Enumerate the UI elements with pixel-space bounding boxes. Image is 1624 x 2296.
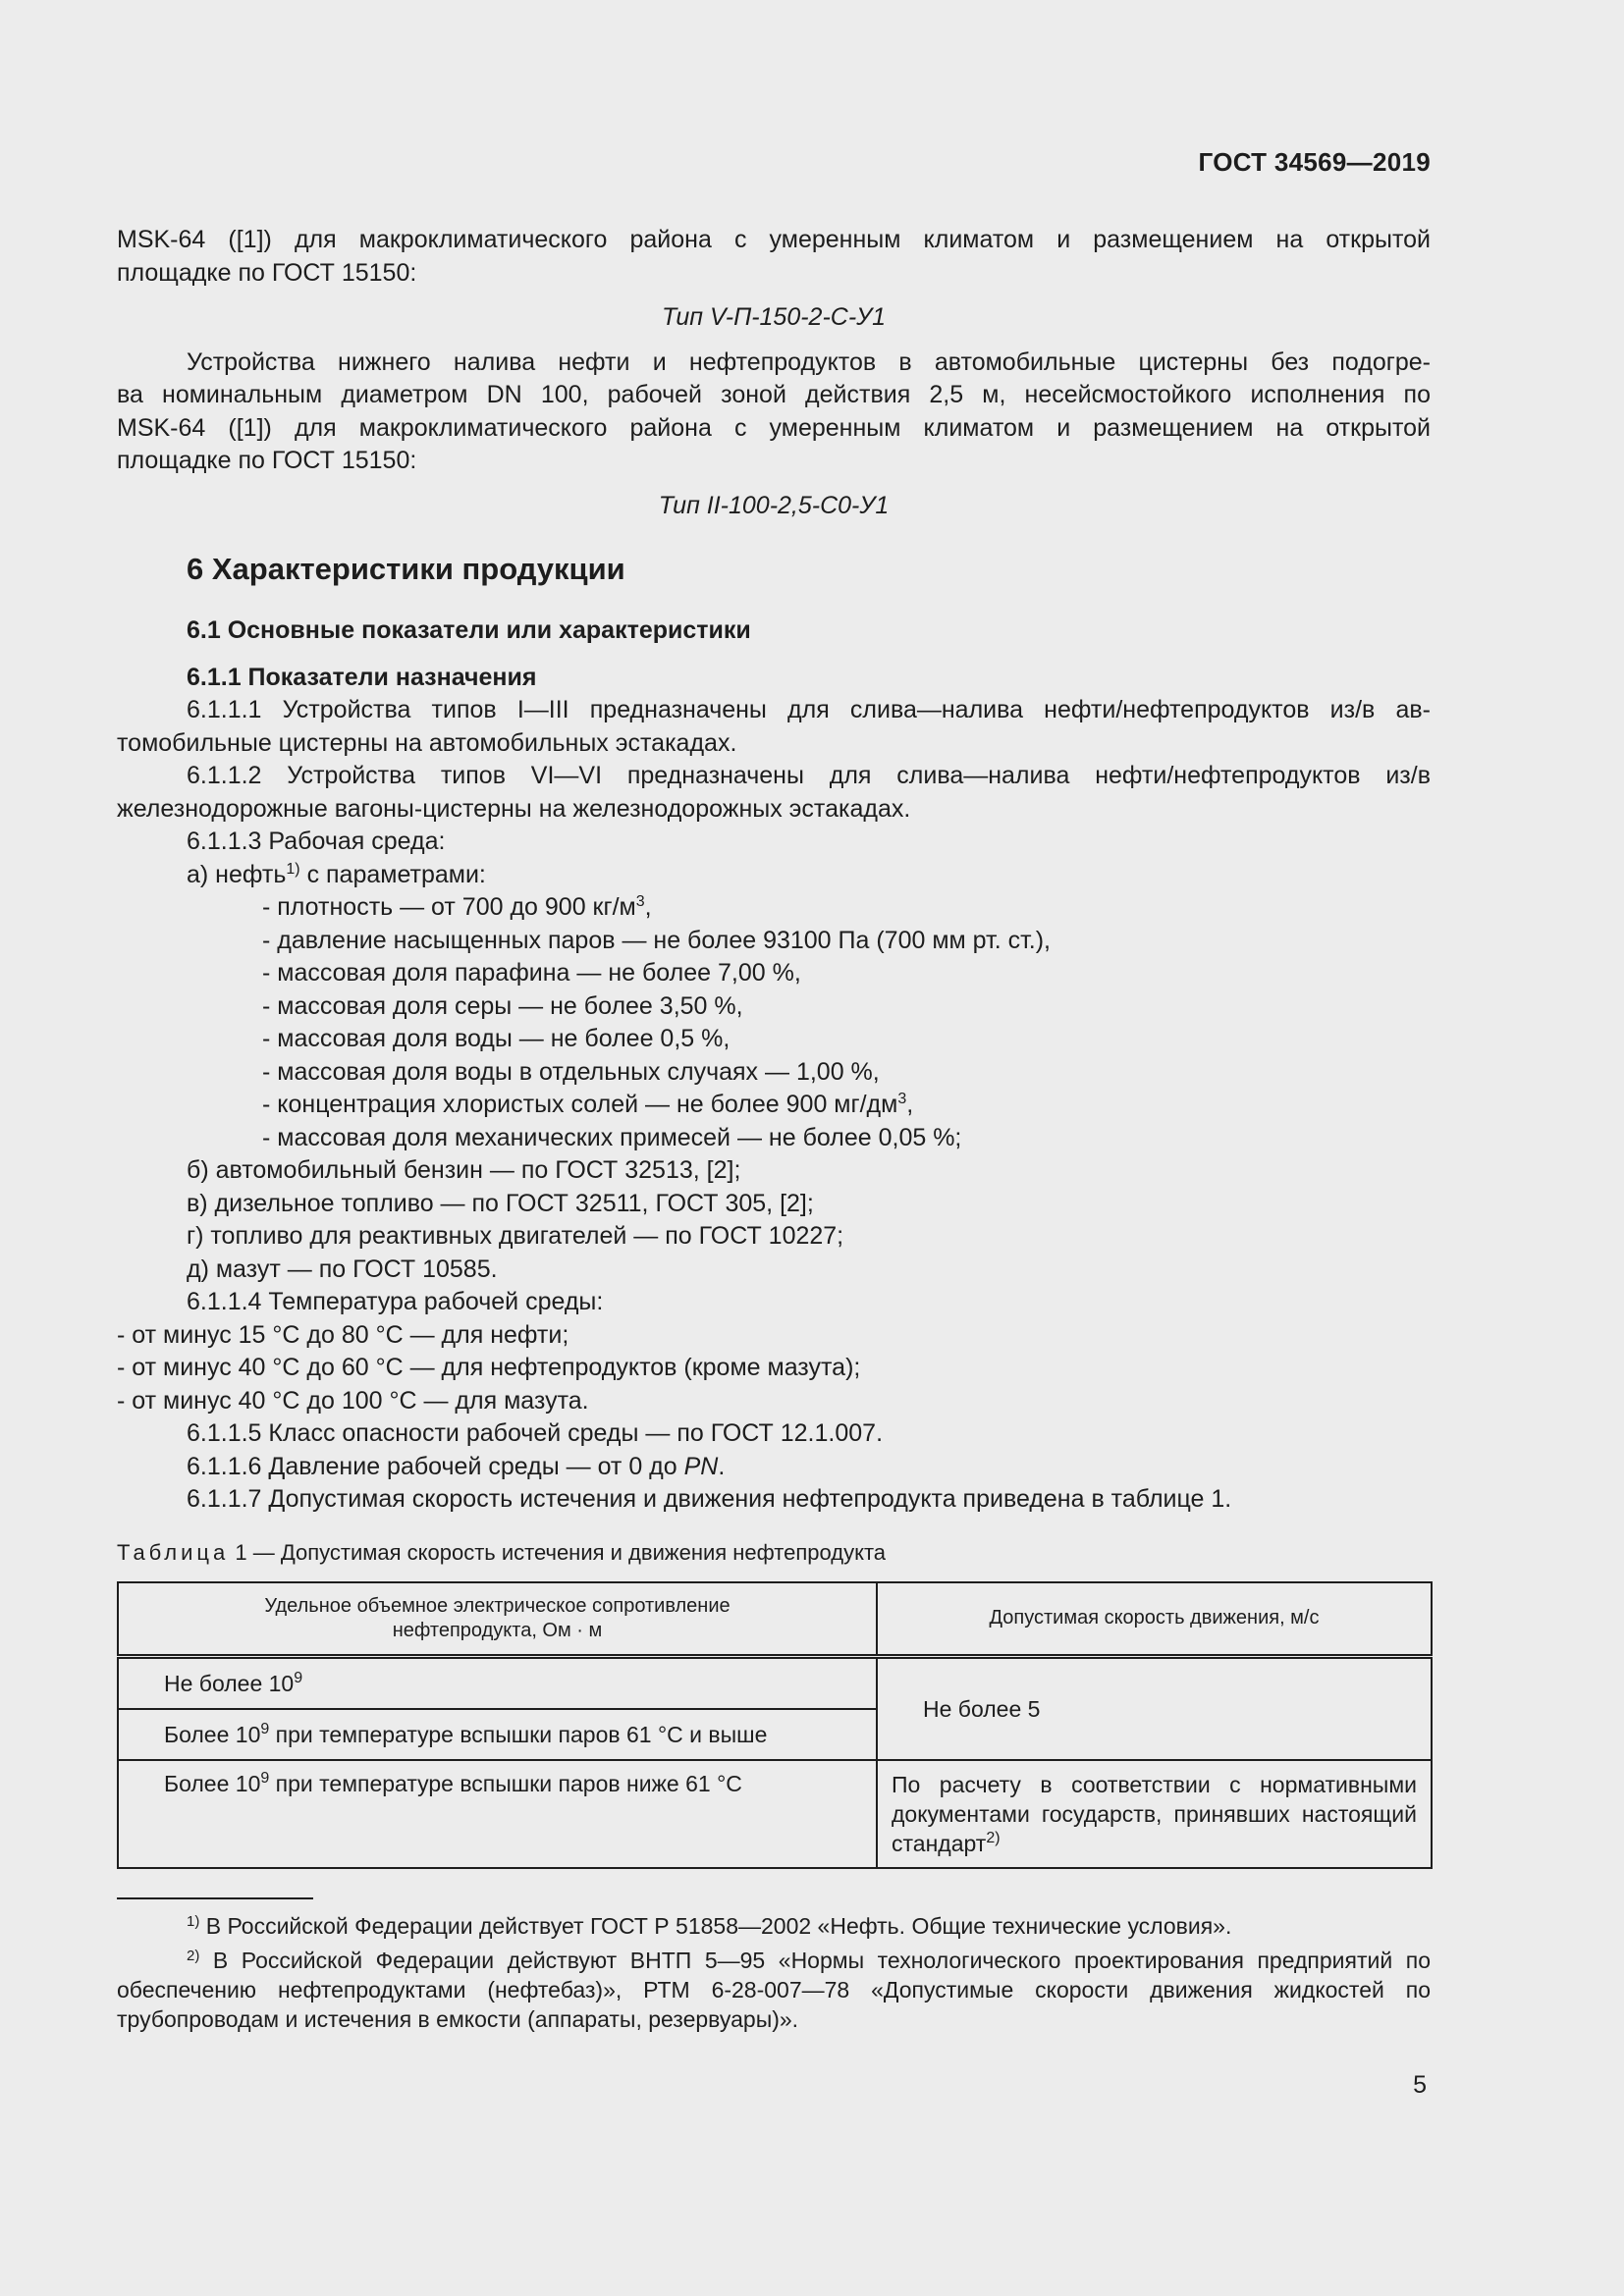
cell-text: Более 10 [164,1770,261,1796]
type-designation-2: Тип II-100-2,5-С0-У1 [658,491,890,519]
oil-parameter-text: - массовая доля серы — не более 3,50 %, [262,991,743,1020]
temp-range-oil: - от минус 15 °С до 80 °С — для нефти; [117,1320,569,1349]
table-cell-velocity: Не более 5 [877,1656,1432,1760]
header-line: нефтепродукта, Ом · м [392,1619,603,1641]
oil-parameter-text: - массовая доля парафина — не более 7,00 %, [262,959,801,987]
cell-text-tail: при температуре вспышки паров 61 °С и выше [269,1721,768,1747]
list-item-v: в) дизельное топливо — по ГОСТ 32511, ГОСТ 305, [2]; [187,1189,814,1217]
clause-6-1-1-6 [117,1451,1431,1484]
clause-6-1-1-2-cont: железнодорожные вагоны-цистерны на железнодорожных эстакадах. [117,794,911,823]
footnote-mark: 2) [187,1947,200,1964]
unit-exponent: 3 [635,893,645,910]
clause-6-1-1-6-text: 6.1.1.6 Давление рабочей среды — от 0 до [187,1452,684,1480]
cell-text-tail: при температуре вспышки паров ниже 61 °С [269,1770,742,1796]
list-item-a-tail: с параметрами: [299,860,486,888]
cell-text: По расчету в соответствии с нормативными документами государств, принявших настоящий стандарт [892,1771,1417,1856]
table-cell-velocity [877,1760,1432,1868]
oil-parameter-item [117,1056,1431,1090]
oil-parameter-text: - массовая доля механических примесей — не более 0,05 %; [262,1123,962,1151]
list-item-g: г) топливо для реактивных двигателей — по ГОСТ 10227; [187,1222,844,1250]
intro-p2-line: площадке по ГОСТ 15150: [117,447,417,474]
footnote-2 [117,1946,1431,2034]
exponent: 9 [294,1669,303,1686]
header-line: Удельное объемное электрическое сопротивление [264,1594,731,1617]
temp-range-products: - от минус 40 °С до 60 °С — для нефтепродуктов (кроме мазута); [117,1354,861,1381]
unit-exponent: 3 [897,1091,907,1107]
oil-parameter-text: - давление насыщенных паров — не более 93100 Па (700 мм рт. ст.), [262,926,1051,954]
section-6-1-1-heading: 6.1.1 Показатели назначения [187,663,537,691]
table-header-resistance [118,1582,877,1657]
list-item-d: д) мазут — по ГОСТ 10585. [187,1255,498,1283]
oil-parameter-item [117,925,1431,958]
table-1 [117,1581,1433,1869]
cell-text: Не более 10 [164,1670,295,1696]
oil-parameter-text: - плотность — от 700 до 900 кг/м [262,893,636,921]
temp-range-fuel-oil: - от минус 40 °С до 100 °С — для мазута. [117,1386,589,1415]
footnote-text: В Российской Федерации действуют ВНТП 5—95 «Нормы технологического проектирования предприятий по обеспечению нефтепродуктами (нефтебаз)», РТМ 6-28-007—78 «Допустимые скорости движения жидкостей по трубопроводам и истечения в емкости (аппараты, резервуары)». [117,1947,1431,2032]
table-row [118,1760,1432,1868]
oil-parameter-text: - массовая доля воды в отдельных случаях — 1,00 %, [262,1057,880,1086]
list-item-a [117,859,1431,892]
list-item-b: б) автомобильный бензин — по ГОСТ 32513, [2]; [187,1156,741,1184]
footnote-text: В Российской Федерации действует ГОСТ Р 51858—2002 «Нефть. Общие технические условия». [199,1912,1232,1939]
section-6-1-heading: 6.1 Основные показатели или характеристики [187,616,751,644]
cell-text: Более 10 [164,1721,261,1747]
table-caption-word: Таблица [117,1539,230,1565]
oil-parameter-item [117,990,1431,1024]
page-number: 5 [1413,2071,1427,2099]
oil-parameter-item [117,1023,1431,1056]
oil-parameter-item [117,891,1431,925]
section-6-heading: 6 Характеристики продукции [187,552,625,586]
page-content [117,224,1431,2034]
oil-parameter-end: , [644,893,652,921]
table-1-caption [117,1538,1431,1568]
intro-p2-line: ва номинальным диаметром DN 100, рабочей зоной действия 2,5 м, несейсмостойкого исполнения по [117,381,1431,408]
intro-p1-line: MSK-64 ([1]) для макроклиматического района с умеренным климатом и размещением на открытой [117,226,1431,253]
list-item-a-text: а) нефть [187,860,287,888]
footnote-mark: 1) [187,1912,200,1930]
footnote-ref-1[interactable]: 1) [286,860,300,878]
clause-6-1-1-7: 6.1.1.7 Допустимая скорость истечения и движения нефтепродукта приведена в таблице 1. [187,1485,1232,1513]
oil-parameter-text: - концентрация хлористых солей — не более 900 мг/дм [262,1091,898,1118]
table-header-velocity: Допустимая скорость движения, м/с [877,1582,1432,1657]
clause-6-1-1-5: 6.1.1.5 Класс опасности рабочей среды — по ГОСТ 12.1.007. [187,1419,884,1447]
oil-parameter-item [117,1089,1431,1122]
intro-p2-line: MSK-64 ([1]) для макроклиматического района с умеренным климатом и размещением на открытой [117,413,1431,442]
clause-6-1-1-1-cont: томобильные цистерны на автомобильных эстакадах. [117,728,737,757]
intro-p2-line: Устройства нижнего налива нефти и нефтепродуктов в автомобильные цистерны без подогре- [187,347,1431,376]
intro-p1-line: площадке по ГОСТ 15150: [117,258,417,287]
clause-6-1-1-3: 6.1.1.3 Рабочая среда: [187,828,446,855]
pn-symbol: PN [683,1452,719,1480]
oil-parameter-list [117,891,1431,1154]
clause-6-1-1-4: 6.1.1.4 Температура рабочей среды: [187,1288,604,1315]
exponent: 9 [260,1769,270,1787]
oil-parameter-end: , [906,1091,914,1118]
exponent: 9 [260,1720,270,1737]
type-designation-1: Тип V-П-150-2-С-У1 [661,303,887,331]
footnote-separator [117,1897,313,1899]
table-cell-resistance [118,1656,877,1709]
table-cell-resistance [118,1709,877,1760]
standard-header: ГОСТ 34569—2019 [1198,147,1431,177]
clause-6-1-1-1: 6.1.1.1 Устройства типов I—III предназначены для слива—налива нефти/нефтепродуктов из/в ав- [187,696,1431,723]
oil-parameter-item [117,957,1431,990]
oil-parameter-item [117,1122,1431,1155]
footnote-ref-2[interactable]: 2) [986,1829,1001,1846]
table-row [118,1656,1432,1709]
table-header-row [118,1582,1432,1657]
table-cell-resistance [118,1760,877,1868]
table-caption-text: 1 — Допустимая скорость истечения и движения нефтепродукта [229,1539,887,1565]
clause-6-1-1-2: 6.1.1.2 Устройства типов VI—VI предназначены для слива—налива нефти/нефтепродуктов из/в [187,762,1431,789]
oil-parameter-text: - массовая доля воды — не более 0,5 %, [262,1025,731,1052]
footnote-1 [117,1911,1431,1941]
clause-6-1-1-6-end: . [718,1452,726,1480]
